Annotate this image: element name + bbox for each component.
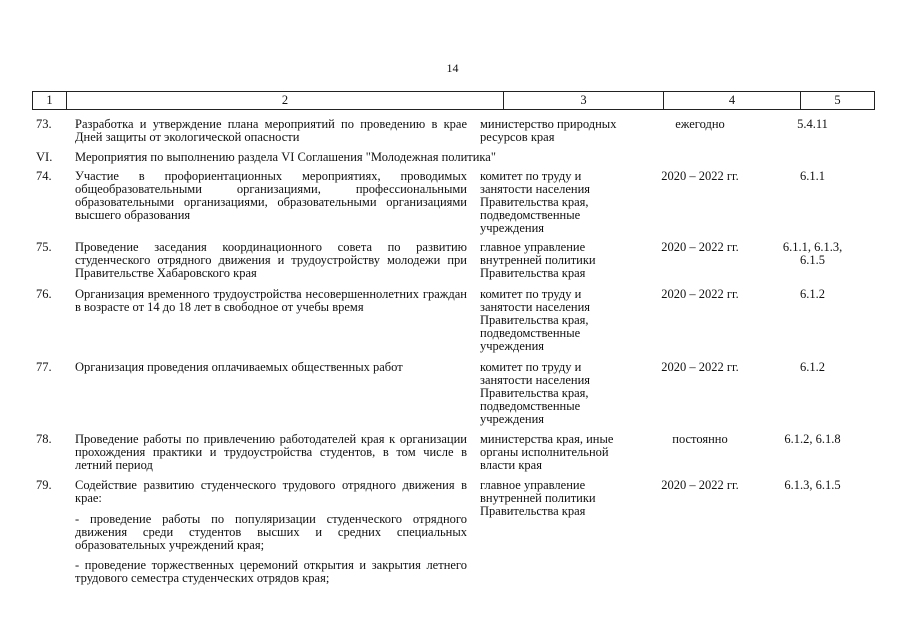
row-responsible: комитет по труду и занятости населения Правительства края, подведомственные учреждения [480, 169, 591, 235]
row-activity: Участие в профориентационных мероприятиях, проводимых общеобразовательными организациями, профессиональными образовательными организациями, образовательными организациями высшего образования [75, 169, 467, 222]
list-item: - проведение торжественных церемоний открытия и закрытия летнего трудового семестра студенческих отрядов края; [75, 558, 467, 585]
row-responsible: главное управление внутренней политики Правительства края [480, 478, 596, 518]
row-point: 6.1.1 [800, 169, 825, 183]
header-col-2: 2 [67, 92, 504, 109]
header-col-1: 1 [33, 92, 67, 109]
row-term: 2020 – 2022 гг. [661, 478, 739, 492]
row-responsible: комитет по труду и занятости населения Правительства края, подведомственные учреждения [480, 360, 591, 426]
row-responsible: министерство природных ресурсов края [480, 117, 617, 144]
row-activity: Проведение работы по привлечению работодателей края к организации прохождения практики и трудоустройства студентов, в том числе в летний период [75, 432, 467, 472]
row-point: 6.1.1, 6.1.3, 6.1.5 [782, 240, 843, 267]
row-responsible: главное управление внутренней политики Правительства края [480, 240, 596, 280]
row-number: 78. [36, 432, 52, 446]
row-responsible: комитет по труду и занятости населения Правительства края, подведомственные учреждения [480, 287, 591, 353]
row-activity: Разработка и утверждение плана мероприятий по проведению в крае Дней защиты от экологической опасности [75, 117, 467, 144]
row-point: 6.1.3, 6.1.5 [784, 478, 841, 492]
row-number: 73. [36, 117, 52, 131]
row-number: 76. [36, 287, 52, 301]
row-term: 2020 – 2022 гг. [661, 287, 739, 301]
section-title: Мероприятия по выполнению раздела VI Соглашения "Молодежная политика" [75, 150, 496, 164]
row-activity: Содействие развитию студенческого трудового отрядного движения в крае: [75, 478, 467, 505]
row-activity: Проведение заседания координационного совета по развитию студенческого отрядного движения и трудоустройству молодежи при Правительстве Хабаровского края [75, 240, 467, 280]
row-point: 6.1.2 [800, 287, 825, 301]
page-number: 14 [446, 61, 459, 75]
table-header-row [32, 91, 875, 110]
row-activity: Организация проведения оплачиваемых общественных работ [75, 360, 403, 374]
row-point: 5.4.11 [797, 117, 828, 131]
header-col-4: 4 [664, 92, 801, 109]
row-term: 2020 – 2022 гг. [661, 360, 739, 374]
header-col-5: 5 [834, 93, 841, 107]
row-term: ежегодно [675, 117, 725, 131]
row-term: постоянно [672, 432, 728, 446]
section-number: VI. [36, 150, 53, 164]
row-number: 75. [36, 240, 52, 254]
row-activity: Организация временного трудоустройства несовершеннолетних граждан в возрасте от 14 до 18 лет в свободное от учебы время [75, 287, 467, 314]
row-term: 2020 – 2022 гг. [661, 169, 739, 183]
header-col-3: 3 [504, 92, 664, 109]
row-point: 6.1.2, 6.1.8 [784, 432, 841, 446]
row-number: 77. [36, 360, 52, 374]
list-item: - проведение работы по популяризации студенческого отрядного движения среди студентов высших и средних специальных образовательных учреждений края; [75, 512, 467, 552]
row-point: 6.1.2 [800, 360, 825, 374]
row-number: 74. [36, 169, 52, 183]
row-term: 2020 – 2022 гг. [661, 240, 739, 254]
row-number: 79. [36, 478, 52, 492]
row-responsible: министерства края, иные органы исполнительной власти края [480, 432, 614, 472]
